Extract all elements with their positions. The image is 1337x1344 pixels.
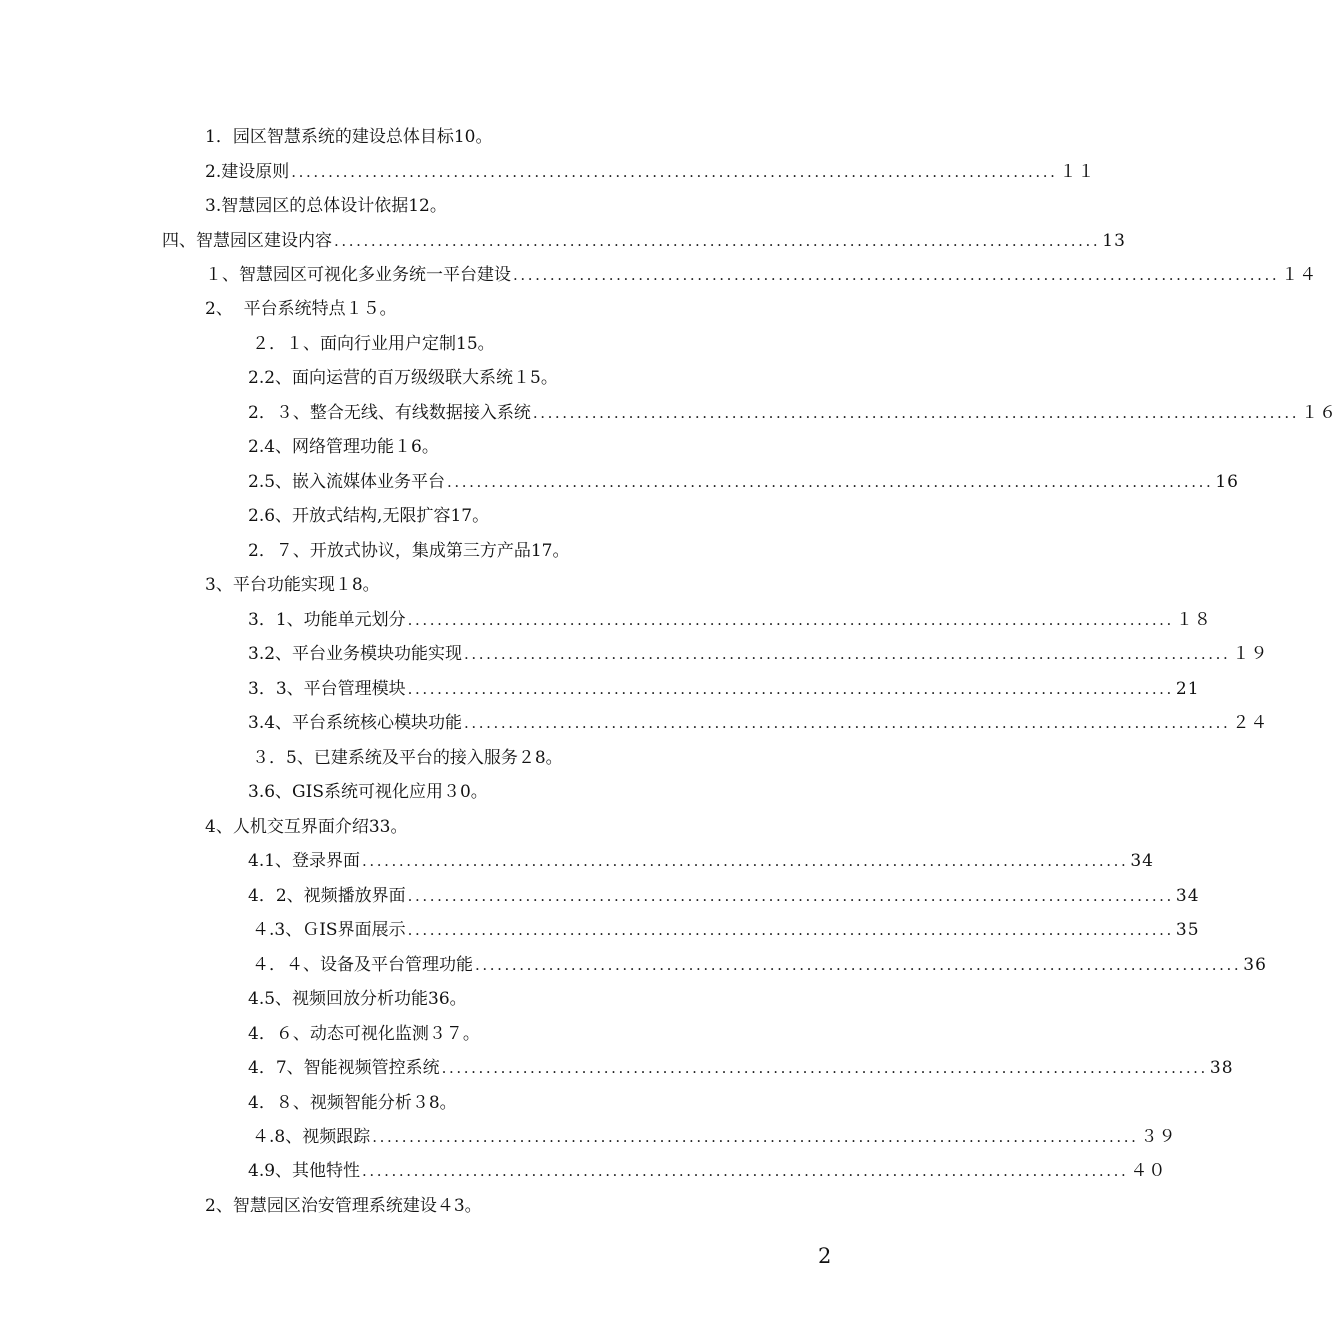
toc-entry-page: 34 [1175,886,1200,906]
toc-entry-label: 4．６、动态可视化监测３７。 [248,1024,480,1044]
toc-entry-label: 2.建设原则 [205,162,290,182]
leader-dots: ........................................................................................................ [407,680,1174,698]
toc-entry-label: １、智慧园区可视化多业务统一平台建设 [205,265,511,285]
toc-entry [252,329,495,359]
leader-dots: ........................................................................................................ [532,404,1300,422]
toc-entry [248,605,1212,635]
toc-entry [205,294,397,324]
leader-dots: ........................................................................................................ [362,1162,1129,1180]
toc-entry [248,1156,1167,1186]
leader-dots: ........................................................................................................ [372,1128,1139,1146]
toc-entry-label: 四、智慧园区建设内容 [162,231,332,251]
leader-dots: ........................................................................................................ [334,232,1101,250]
toc-entry-page: 36 [1243,955,1267,975]
toc-entry-label: 4.1、登录界面 [248,851,361,871]
toc-entry-label: 2.5、嵌入流媒体业务平台 [248,472,446,492]
leader-dots: ........................................................................................................ [407,611,1174,629]
toc-entry [205,812,407,842]
toc-entry [248,1019,480,1049]
toc-entry-label: 3．1、功能单元划分 [248,610,406,630]
toc-entry-label: 3、平台功能实现１8。 [205,575,380,595]
toc-entry-label: 4、人机交互界面介绍33。 [205,817,408,837]
toc-entry-page: ２４ [1232,713,1269,733]
toc-entry [252,950,1267,980]
toc-entry-page: １１ [1059,162,1096,182]
toc-entry-page: 16 [1215,472,1239,492]
toc-entry [205,157,1096,187]
toc-entry [248,846,1154,876]
toc-entry [248,708,1269,738]
toc-entry [162,226,1126,256]
toc-entry-label: 2．７、开放式协议，集成第三方产品17。 [248,541,570,561]
toc-entry [205,122,492,152]
toc-entry-label: 2.6、开放式结构,无限扩容17。 [248,506,490,526]
toc-entry-page: １４ [1281,265,1318,285]
leader-dots: ........................................................................................................ [475,956,1242,974]
toc-entry [252,1122,1177,1152]
toc-entry [248,467,1239,497]
toc-entry [205,1191,482,1221]
toc-entry-label: 3.4、平台系统核心模块功能 [248,713,463,733]
toc-entry [248,1088,457,1118]
toc-entry [248,674,1200,704]
toc-entry-label: ４.3、ＧIS界面展示 [252,920,406,940]
toc-entry [248,501,489,531]
toc-entry-label: ４.8、视频跟踪 [252,1127,371,1147]
toc-entry-label: ４．４、设备及平台管理功能 [252,955,473,975]
toc-entry-label: 4．7、智能视频管控系统 [248,1058,440,1078]
toc-entry [252,743,563,773]
toc-entry-page: 13 [1102,231,1126,251]
toc-entry [248,777,488,807]
toc-entry-label: 2.4、网络管理功能１6。 [248,437,439,457]
toc-entry-page: １６ [1301,403,1337,423]
toc-entry-label: 2、智慧园区治安管理系统建设４3。 [205,1196,482,1216]
leader-dots: ........................................................................................................ [291,163,1058,181]
page-number: 2 [818,1244,832,1268]
toc-entry-label: 2、 平台系统特点１５。 [205,299,397,319]
toc-entry-label: 2．３、整合无线、有线数据接入系统 [248,403,531,423]
toc-entry [205,570,380,600]
toc-entry-label: ３．5、已建系统及平台的接入服务２8。 [252,748,563,768]
toc-entry-page: １９ [1232,644,1269,664]
toc-entry [248,1053,1234,1083]
toc-entry-label: 1．园区智慧系统的建设总体目标10。 [205,127,493,147]
toc-entry-label: 4．2、视频播放界面 [248,886,406,906]
toc-entry [248,536,569,566]
leader-dots: ........................................................................................................ [464,714,1231,732]
toc-entry [248,639,1269,669]
toc-entry [248,363,558,393]
leader-dots: ........................................................................................................ [464,645,1231,663]
toc-entry-label: 3.2、平台业务模块功能实现 [248,644,463,664]
toc-entry-label: ２．１、面向行业用户定制15。 [252,334,495,354]
leader-dots: ........................................................................................................ [407,887,1174,905]
toc-entry [205,260,1318,290]
toc-entry-page: 21 [1175,679,1200,699]
toc-entry-page: ３９ [1140,1127,1177,1147]
toc-entry-label: 3.智慧园区的总体设计依据12。 [205,196,447,216]
toc-entry [248,398,1337,428]
toc-entry-label: 2.2、面向运营的百万级级联大系统１5。 [248,368,558,388]
leader-dots: ........................................................................................................ [441,1059,1208,1077]
toc-entry [248,432,439,462]
toc-entry [248,881,1200,911]
toc-entry-page: 34 [1130,851,1154,871]
leader-dots: ........................................................................................................ [407,921,1174,939]
toc-entry [248,984,467,1014]
leader-dots: ........................................................................................................ [447,473,1214,491]
leader-dots: ........................................................................................................ [513,266,1280,284]
toc-entry-page: 35 [1175,920,1200,940]
toc-entry [252,915,1200,945]
toc-entry-page: １８ [1175,610,1212,630]
toc-entry-label: 3.6、GIS系统可视化应用３0。 [248,782,488,802]
toc-entry-page: ４０ [1130,1161,1167,1181]
toc-entry-label: 4.5、视频回放分析功能36。 [248,989,467,1009]
leader-dots: ........................................................................................................ [362,852,1129,870]
toc-entry [205,191,447,221]
toc-entry-label: 4.9、其他特性 [248,1161,361,1181]
toc-entry-label: 3．3、平台管理模块 [248,679,406,699]
toc-entry-page: 38 [1209,1058,1234,1078]
toc-entry-label: 4．８、视频智能分析３8。 [248,1093,457,1113]
